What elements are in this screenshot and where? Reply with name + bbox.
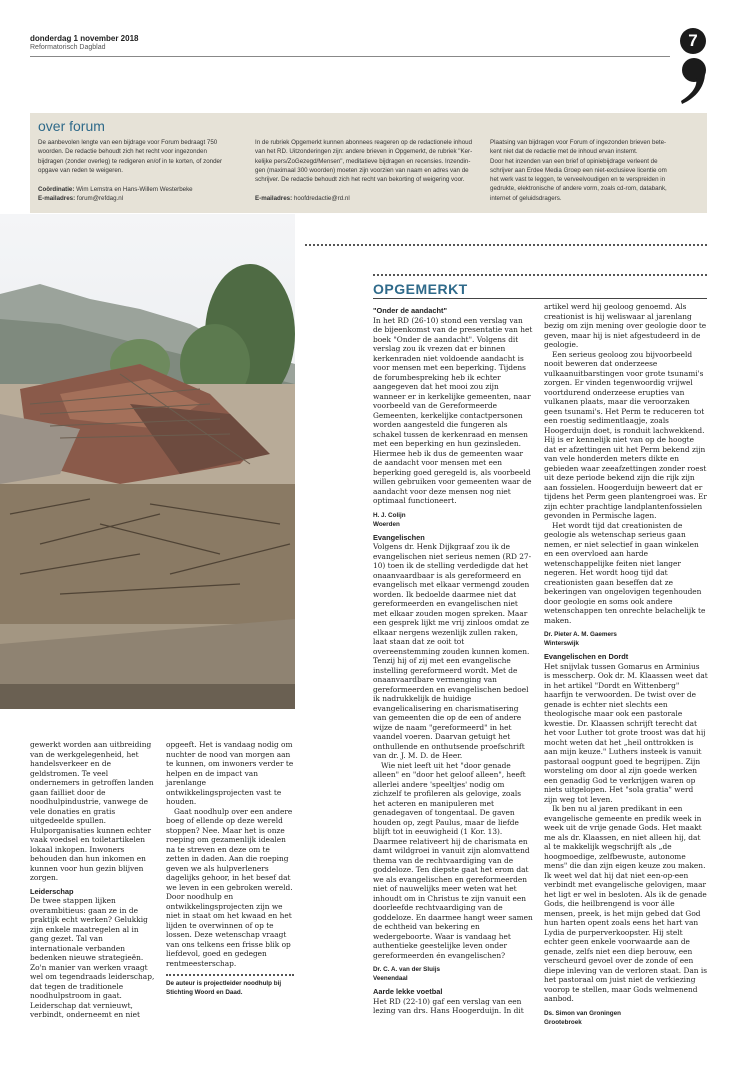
letter-paragraph: Het RD (22-10) gaf een verslag van een lezing van drs. Hans Hoogerduijn. In dit — [373, 996, 524, 1015]
section-divider-top — [305, 244, 707, 246]
letter-author: Dr. C. A. van der Sluijs — [373, 966, 440, 973]
letter-paragraph: Volgens dr. Henk Dijkgraaf zou ik de evangelischen niet serieus nemen (RD 27-10) toen ik de stelling verdedigde dat het onaanvaardbaar is als gereformeerd en evangelisch met elkaar vermengd zouden worden. Ik bedoelde daarmee niet dat gereformeerden en evangelischen niet met elkaar zouden mogen spreken. Maar een gesprek lijkt me vrij zinloos omdat ze elkaar nergens wezenlijk zullen raken, laat staan dat ze ooit tot overeenstemming zouden kunnen komen. Tenzij hij of zij met een evangelische instelling gereformeerd wordt. Met de onaanvaardbare vermenging van gereformeerden en evangelischen bedoel ik nadrukkelijk de huidige evangelicalisering en charismatisering van gemeenten die op de een of andere wijze de naam "gereformeerd" in het vaandel voeren. Daarvan getuigt het onthullende en onthutsende proefschrift van dr. J. M. D. de Heer. — [373, 542, 532, 760]
letter-title: Evangelischen — [373, 532, 425, 542]
letter-author: Ds. Simon van Groningen — [544, 1009, 621, 1017]
article-paragraph: opgeeft. Het is vandaag nodig om nuchter de nood van morgen aan te kunnen, om inwoners verder te helpen en de impact van jarenlange ontwikkelingsprojecten vast te houden. — [166, 740, 294, 806]
article-subhead-leiderschap: Leiderschap — [30, 886, 74, 896]
letter-place: Winterswijk — [544, 640, 579, 647]
newspaper-name: Reformatorisch Dagblad — [30, 44, 106, 51]
opgemerkt-rule — [373, 298, 707, 299]
flood-damage-photo — [0, 214, 295, 709]
letter-place: Veenendaal — [373, 975, 408, 982]
letter-paragraph: Wie niet leeft uit het "door genade alleen" en "door het geloof alleen", heeft allerlei andere 'speeltjes' nodig om zichzelf te profileren als gelovige, zoals het acteren en manipuleren met genadegaven of tongentaal. De gaven houden op, zegt Paulus, maar de liefde blijft tot in eeuwigheid (1 Kor. 13). Daarmee relativeert hij de charismata en damt wildgroei in vanuit zijn alomvattend thema van de rechtvaardiging van de goddeloze. Ten diepste gaat het erom dat we als evangelischen en gereformeerden niet of nauwelijks meer weten wat het inhoudt om in Christus te zijn vanuit een doorleefde rechtvaardiging van de goddeloze. En daarmee hangt weer samen de echtheid van bekering en wedergeboorte. Waar is vandaag het authentieke geestelijke leven onder gereformeerden én evangelischen? — [373, 760, 533, 960]
letter-title: Aarde lekke voetbal — [373, 987, 443, 996]
forum-email-link[interactable]: forum@refdag.nl — [76, 195, 124, 203]
editor-email-link[interactable]: hoofdredactie@rd.nl — [293, 195, 350, 203]
letter-paragraph: In het RD (26-10) stond een verslag van de bijeenkomst van de presentatie van het boek "Onder de aandacht". Volgens dit verslag zou ik vrezen dat er binnen kerkenraden niet voldoende aandacht is voor mensen met een beperking. Tijdens de forumbespreking heb ik echter aangegeven dat het mooi zou zijn wanneer er in kerkelijke gemeenten, naar voorbeeld van de Gereformeerde Gemeenten, kerkelijke contactpersonen worden aangesteld die fungeren als schakel tussen de kerkenraad en mensen met een beperking en hun gezinsleden. Hiermee heb ik dus de gemeenten waar de aandacht voor mensen met een beperking goed geregeld is, als voorbeeld willen gebruiken voor gemeenten waar de aandacht voor deze mensen nog niet optimaal functioneert. — [373, 315, 533, 505]
forum-title: over forum — [38, 118, 105, 134]
letters-column-left — [373, 302, 533, 1016]
letter-paragraph: Het wordt tijd dat creationisten de geologie als wetenschap serieus gaan nemen, er niet selectief in gaan winkelen en een overvloed aan harde wetenschappelijke feiten niet langer negeren. Het wordt hoog tijd dat creationisten gaan beseffen dat ze bekeringen van ongelovigen tegenhouden door geologie en soms ook andere wetenschappen ten onrechte belachelijk te maken. — [544, 520, 706, 625]
article-column-1 — [30, 740, 155, 1020]
article-column-2 — [166, 740, 294, 997]
letter-paragraph: Ik ben nu al jaren predikant in een evangelische gemeente en predik week in week uit de vrije genade Gods. Het maakt me als dr. Klaassen, en niet alleen hij, dat al te makkelijk wegschrijft als „de hoogmoedige, zelfbewuste, autonome mens" die dan zijn eigen keuze zou maken. Ik weet wel dat hij dat niet een-op-een verbindt met evangelische gelovigen, maar het ligt er wel in besloten. Als ik de genade Gods, die heilbrengend is voor álle mensen, preek, is het mijn gebed dat God hun harten opent zoals eens het hart van Lydia de purperverkoopster. Hij stelt echter geen enkele voorwaarde aan de genade, zelfs niet een diep berouw, een verscheurd gevoel over de zonde of een diepe inleving van de verloren staat. Dan is het pastoraal om juist niet de verkiezing voorop te stellen, maar Gods welmenend aanbod. — [544, 804, 708, 1003]
author-note: De auteur is projectleider noodhulp bij Stichting Woord en Daad. — [166, 980, 282, 996]
forum-info-col2: In de rubriek Opgemerkt kunnen abonnees reageren op de redactionele inhoud van het RD. Uitzonderingen zijn: andere brieven in Opgemerkt, de rubriek "Ker- kelijke pers/ZoGezegd/Mensen", meditatieve bijdragen en recensies. Inzendin- gen (maximaal 300 woorden) moeten zijn voorzien van naam en adres van de schrijver. De redactie behoudt zich het recht van bekorting of weigering voor. E-mailadres: hoofdredactie@rd.nl — [255, 139, 473, 203]
header-rule — [30, 56, 670, 57]
letter-title: "Onder de aandacht" — [373, 306, 447, 315]
forum-info-col3: Plaatsing van bijdragen voor Forum of ingezonden brieven bete- kent niet dat de redactie met de inhoud ervan instemt. Door het inzenden van een brief of opiniebijdrage verleent de schrijver aan Erdee Media Groep een niet-exclusieve licentie om het werk vast te leggen, te verveelvoudigen en te verspreiden in gedrukte, elektronische of andere vorm, zoals cd-rom, databank, internet of geluidsdragers. — [490, 139, 667, 202]
author-note-box — [166, 974, 294, 997]
section-divider-opgemerkt — [373, 274, 707, 276]
issue-date: donderdag 1 november 2018 — [30, 34, 139, 43]
letter-paragraph: artikel werd hij geoloog genoemd. Als creationist is hij weliswaar al jarenlang bezig om zijn mening over geologie door te geven, maar hij is niet afgestudeerd in de geologie. — [544, 302, 707, 349]
letter-place: Woerden — [373, 520, 400, 528]
comma-logo-icon — [678, 56, 708, 110]
letter-paragraph: Het snijvlak tussen Gomarus en Arminius is messcherp. Ook dr. M. Klaassen weet dat in het artikel "Dordt en Wittenberg" haarfijn te verwoorden. De twist over de genade is echter niet slechts een theologische maar ook een pastorale kwestie. Dr. Klaassen schrijft terecht dat het voor Luther tot grote troost was dat hij mocht weten dat het „heil onttrokken is aan mijn keuze." Luthers insteek is vanuit pastoraal oogpunt goed te begrijpen. Zijn worsteling om door al zijn goede werken een genadig God te verkrijgen waren op niets uitgelopen. Het "sola gratia" werd zijn weg tot leven. — [544, 661, 708, 804]
page-number: 7 — [680, 28, 706, 54]
letter-paragraph: Een serieus geoloog zou bijvoorbeeld nooit beweren dat onderzeese vulkaanuitbarstingen voor grote tsunami's zorgen. Er vinden tegenwoordig vrijwel voortdurend onderzeese erupties van vulkanen plaats, maar die veroorzaken geen tsunami's. Het Perm te reduceren tot een roestig sedimentlaagje, zoals Hoogerduijn doet, is ronduit lachwekkend. Hij is er kennelijk niet van op de hoogte dat er afzettingen uit het Perm bekend zijn van vele honderden meters dikte en gebieden waar zeeafzettingen zonder roest uit deze periode bekend zijn die rijk zijn aan fossielen. Hoogerduijn beweert dat er tijdens het Perm geen plantengroei was. Er zijn echter prachtige landplantenfossielen gevonden in Permische lagen. — [544, 349, 707, 520]
opgemerkt-title: OPGEMERKT — [373, 281, 468, 297]
letter-author: Dr. Pieter A. M. Gaemers — [544, 631, 617, 638]
letters-column-right — [544, 302, 708, 1031]
forum-info-col1: De aanbevolen lengte van een bijdrage voor Forum bedraagt 750 woorden. De redactie behoudt zich het recht voor ingezonden bijdragen (zonder overleg) te redigeren en/of in te korten, of zonder opgave van reden te weigeren. Coördinatie: Wim Lemstra en Hans-Willem Westerbeke E-mailadres: forum@refdag.nl — [38, 139, 223, 203]
article-paragraph: gewerkt worden aan uitbreiding van de werkgelegenheid, het handelsverkeer en de geldstromen. Te veel ondernemers in getroffen landen gaan failliet door de noodhulpindustrie, vanwege de vele donaties en gratis uitgedeelde spullen. Hulporganisaties kunnen echter vaak voedsel en toiletartikelen lokaal inkopen. Inwoners behouden dan hun inkomen en kunnen voor hun gezin blijven zorgen. — [30, 740, 154, 882]
article-paragraph: De twee stappen lijken overambitieus: gaan ze in de praktijk echt werken? Gelukkig zijn enkele maatregelen al in gang gezet. Tal van internationale verbanden bedenken nieuwe strategieën. Zo'n manier van werken vraagt wel om tegendraads leiderschap, dat tegen de traditionele noodhulpstroom in gaat. Leiderschap dat vernieuwt, verbindt, onderneemt en niet — [30, 896, 155, 1019]
letter-author: H. J. Colijn — [373, 511, 406, 519]
letter-title: Evangelischen en Dordt — [544, 652, 629, 661]
letter-place: Grootebroek — [544, 1018, 582, 1026]
article-paragraph: Gaat noodhulp over een andere boeg of ellende op deze wereld stoppen? Nee. Maar het is onze roeping om gezamenlijk idealen na te streven en deze om te zetten in daden. Aan die roeping geven we als hulpverleners dagelijks gehoor, in het besef dat we leven in een gebroken wereld. Door noodhulp en ontwikkelingsprojecten zijn we niet in staat om het kwaad en het lijden te overwinnen of op te lossen. Deze wetenschap vraagt van ons telkens een frisse blik op liefdevol, goed en gedegen rentmeesterschap. — [166, 806, 293, 968]
